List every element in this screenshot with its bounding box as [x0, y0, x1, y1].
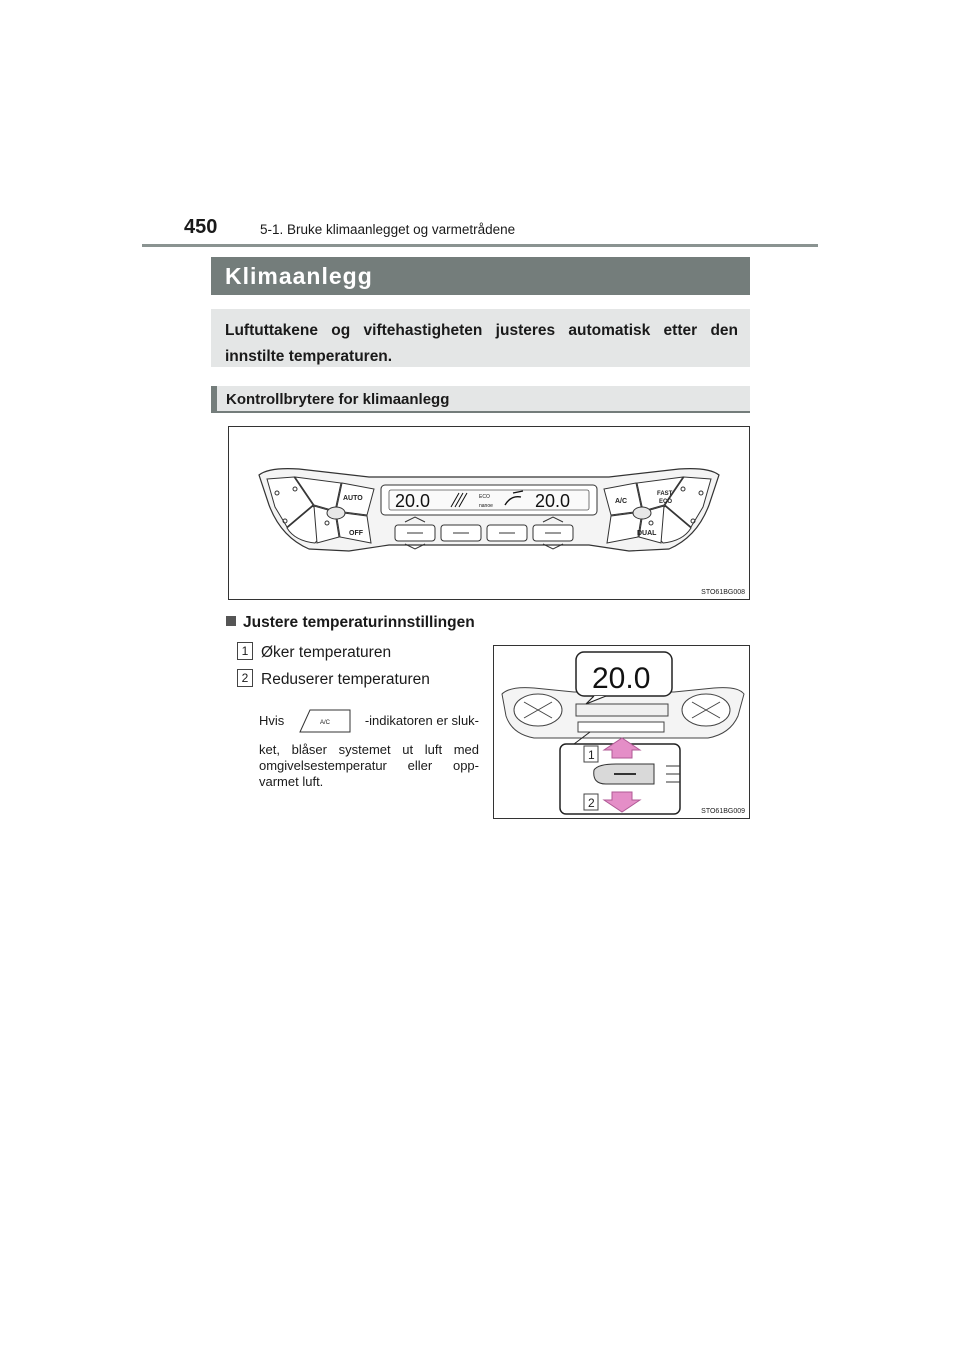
- zoom-display-temp: 20.0: [592, 662, 651, 695]
- dual-label: DUAL: [637, 530, 657, 537]
- note-start: Hvis: [259, 713, 285, 728]
- page-title: Klimaanlegg: [211, 257, 750, 295]
- step-1: [237, 642, 391, 662]
- fast-label: FAST: [657, 491, 673, 497]
- display-right-temp: 20.0: [535, 491, 571, 511]
- right-button-cluster: [604, 477, 711, 543]
- ac-button-icon: [298, 708, 352, 734]
- subheading: Kontrollbrytere for klimaanlegg: [211, 386, 750, 412]
- display-nanoe: nanoe: [479, 503, 493, 509]
- figure1-code: STO61BG008: [701, 589, 745, 596]
- ac-icon-label: A/C: [319, 720, 330, 726]
- callout-2: 2: [588, 796, 595, 810]
- intro-text: Luftuttakene og viftehastigheten justeres automatisk etter den innstilte temperaturen.: [211, 309, 750, 367]
- adjust-heading: [226, 614, 475, 632]
- ac-note: [259, 708, 479, 790]
- step-1-number: 1: [237, 642, 253, 660]
- subheading-rule: [211, 411, 750, 413]
- figure2-code: STO61BG009: [701, 808, 745, 815]
- off-label: OFF: [349, 530, 363, 537]
- section-title: 5-1. Bruke klimaanlegget og varmetrådene: [260, 222, 516, 237]
- auto-label: AUTO: [343, 495, 363, 502]
- note-rest: ket, blåser systemet ut luft med omgivelsestemperatur eller opp-varmet luft.: [259, 742, 479, 789]
- callout-1: 1: [588, 748, 595, 762]
- ac-label: A/C: [615, 498, 628, 505]
- eco-label: ECO: [659, 499, 673, 505]
- adjust-heading-text: Justere temperaturinnstillingen: [243, 614, 475, 631]
- bullet-square: [226, 616, 236, 626]
- climate-panel-figure: [228, 426, 750, 600]
- page-number: 450: [184, 216, 218, 238]
- temperature-illustration: [494, 646, 749, 818]
- note-end: -indikatoren er sluk-: [364, 713, 479, 728]
- temperature-figure: [493, 645, 750, 819]
- step-2-number: 2: [237, 669, 253, 687]
- step-1-text: Øker temperaturen: [261, 644, 392, 661]
- step-2-text: Reduserer temperaturen: [261, 671, 430, 688]
- climate-panel-illustration: [229, 427, 749, 599]
- step-2: [237, 669, 430, 689]
- display-eco: ECO: [479, 494, 490, 500]
- display-left-temp: 20.0: [395, 491, 431, 511]
- header-divider: [142, 244, 818, 247]
